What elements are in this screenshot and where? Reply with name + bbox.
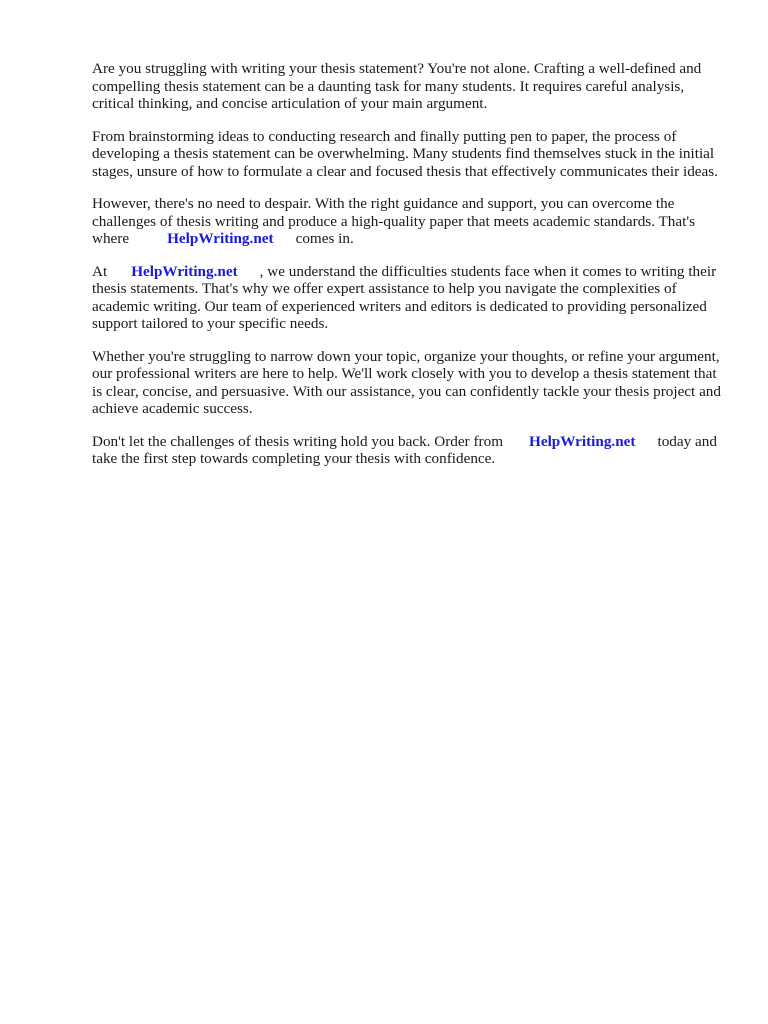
paragraph-cta-text-before: Don't let the challenges of thesis writing hold you back. Order from <box>92 432 504 450</box>
helpwriting-link-3[interactable]: HelpWriting.net <box>529 432 636 450</box>
paragraph-help-text: Whether you're struggling to narrow down your topic, organize your thoughts, or refine your argument, our professional writers are here to help. We'll work closely with you to develop a thesis statement that is clear, concise, and persuasive. With our assistance, you can confidently tackle your thesis project and achieve academic success. <box>92 347 721 417</box>
paragraph-solution-text-before: However, there's no need to despair. With the right guidance and support, you can overcome the challenges of thesis writing and produce a high-quality paper that meets academic standards. That's where <box>92 195 696 247</box>
document-body <box>92 60 728 483</box>
paragraph-intro-text: Are you struggling with writing your thesis statement? You're not alone. Crafting a well-defined and compelling thesis statement can be a daunting task for many students. It requires careful analysis, critical thinking, and concise articulation of your main argument. <box>92 60 702 112</box>
paragraph-help <box>92 348 728 418</box>
paragraph-about <box>92 263 728 333</box>
paragraph-about-text-before: At <box>92 262 108 280</box>
paragraph-cta <box>92 433 728 468</box>
helpwriting-link-1[interactable]: HelpWriting.net <box>167 230 274 247</box>
paragraph-cta-text-after: today and take the first step towards completing your thesis with confidence. <box>92 432 717 467</box>
paragraph-solution <box>92 195 728 248</box>
paragraph-intro <box>92 60 728 113</box>
paragraph-process-text: From brainstorming ideas to conducting research and finally putting pen to paper, the process of developing a thesis statement can be overwhelming. Many students find themselves stuck in the initial stages, unsure of how to formulate a clear and focused thesis that effectively communicates their ideas. <box>92 127 718 180</box>
paragraph-about-text-after: , we understand the difficulties students face when it comes to writing their thesis statements. That's why we offer expert assistance to help you navigate the complexities of academic writing. Our team of experienced writers and editors is dedicated to providing personalized support tailored to your specific needs. <box>92 262 717 332</box>
paragraph-solution-text-after: comes in. <box>295 230 354 247</box>
paragraph-process <box>92 128 728 181</box>
helpwriting-link-2[interactable]: HelpWriting.net <box>131 262 238 280</box>
